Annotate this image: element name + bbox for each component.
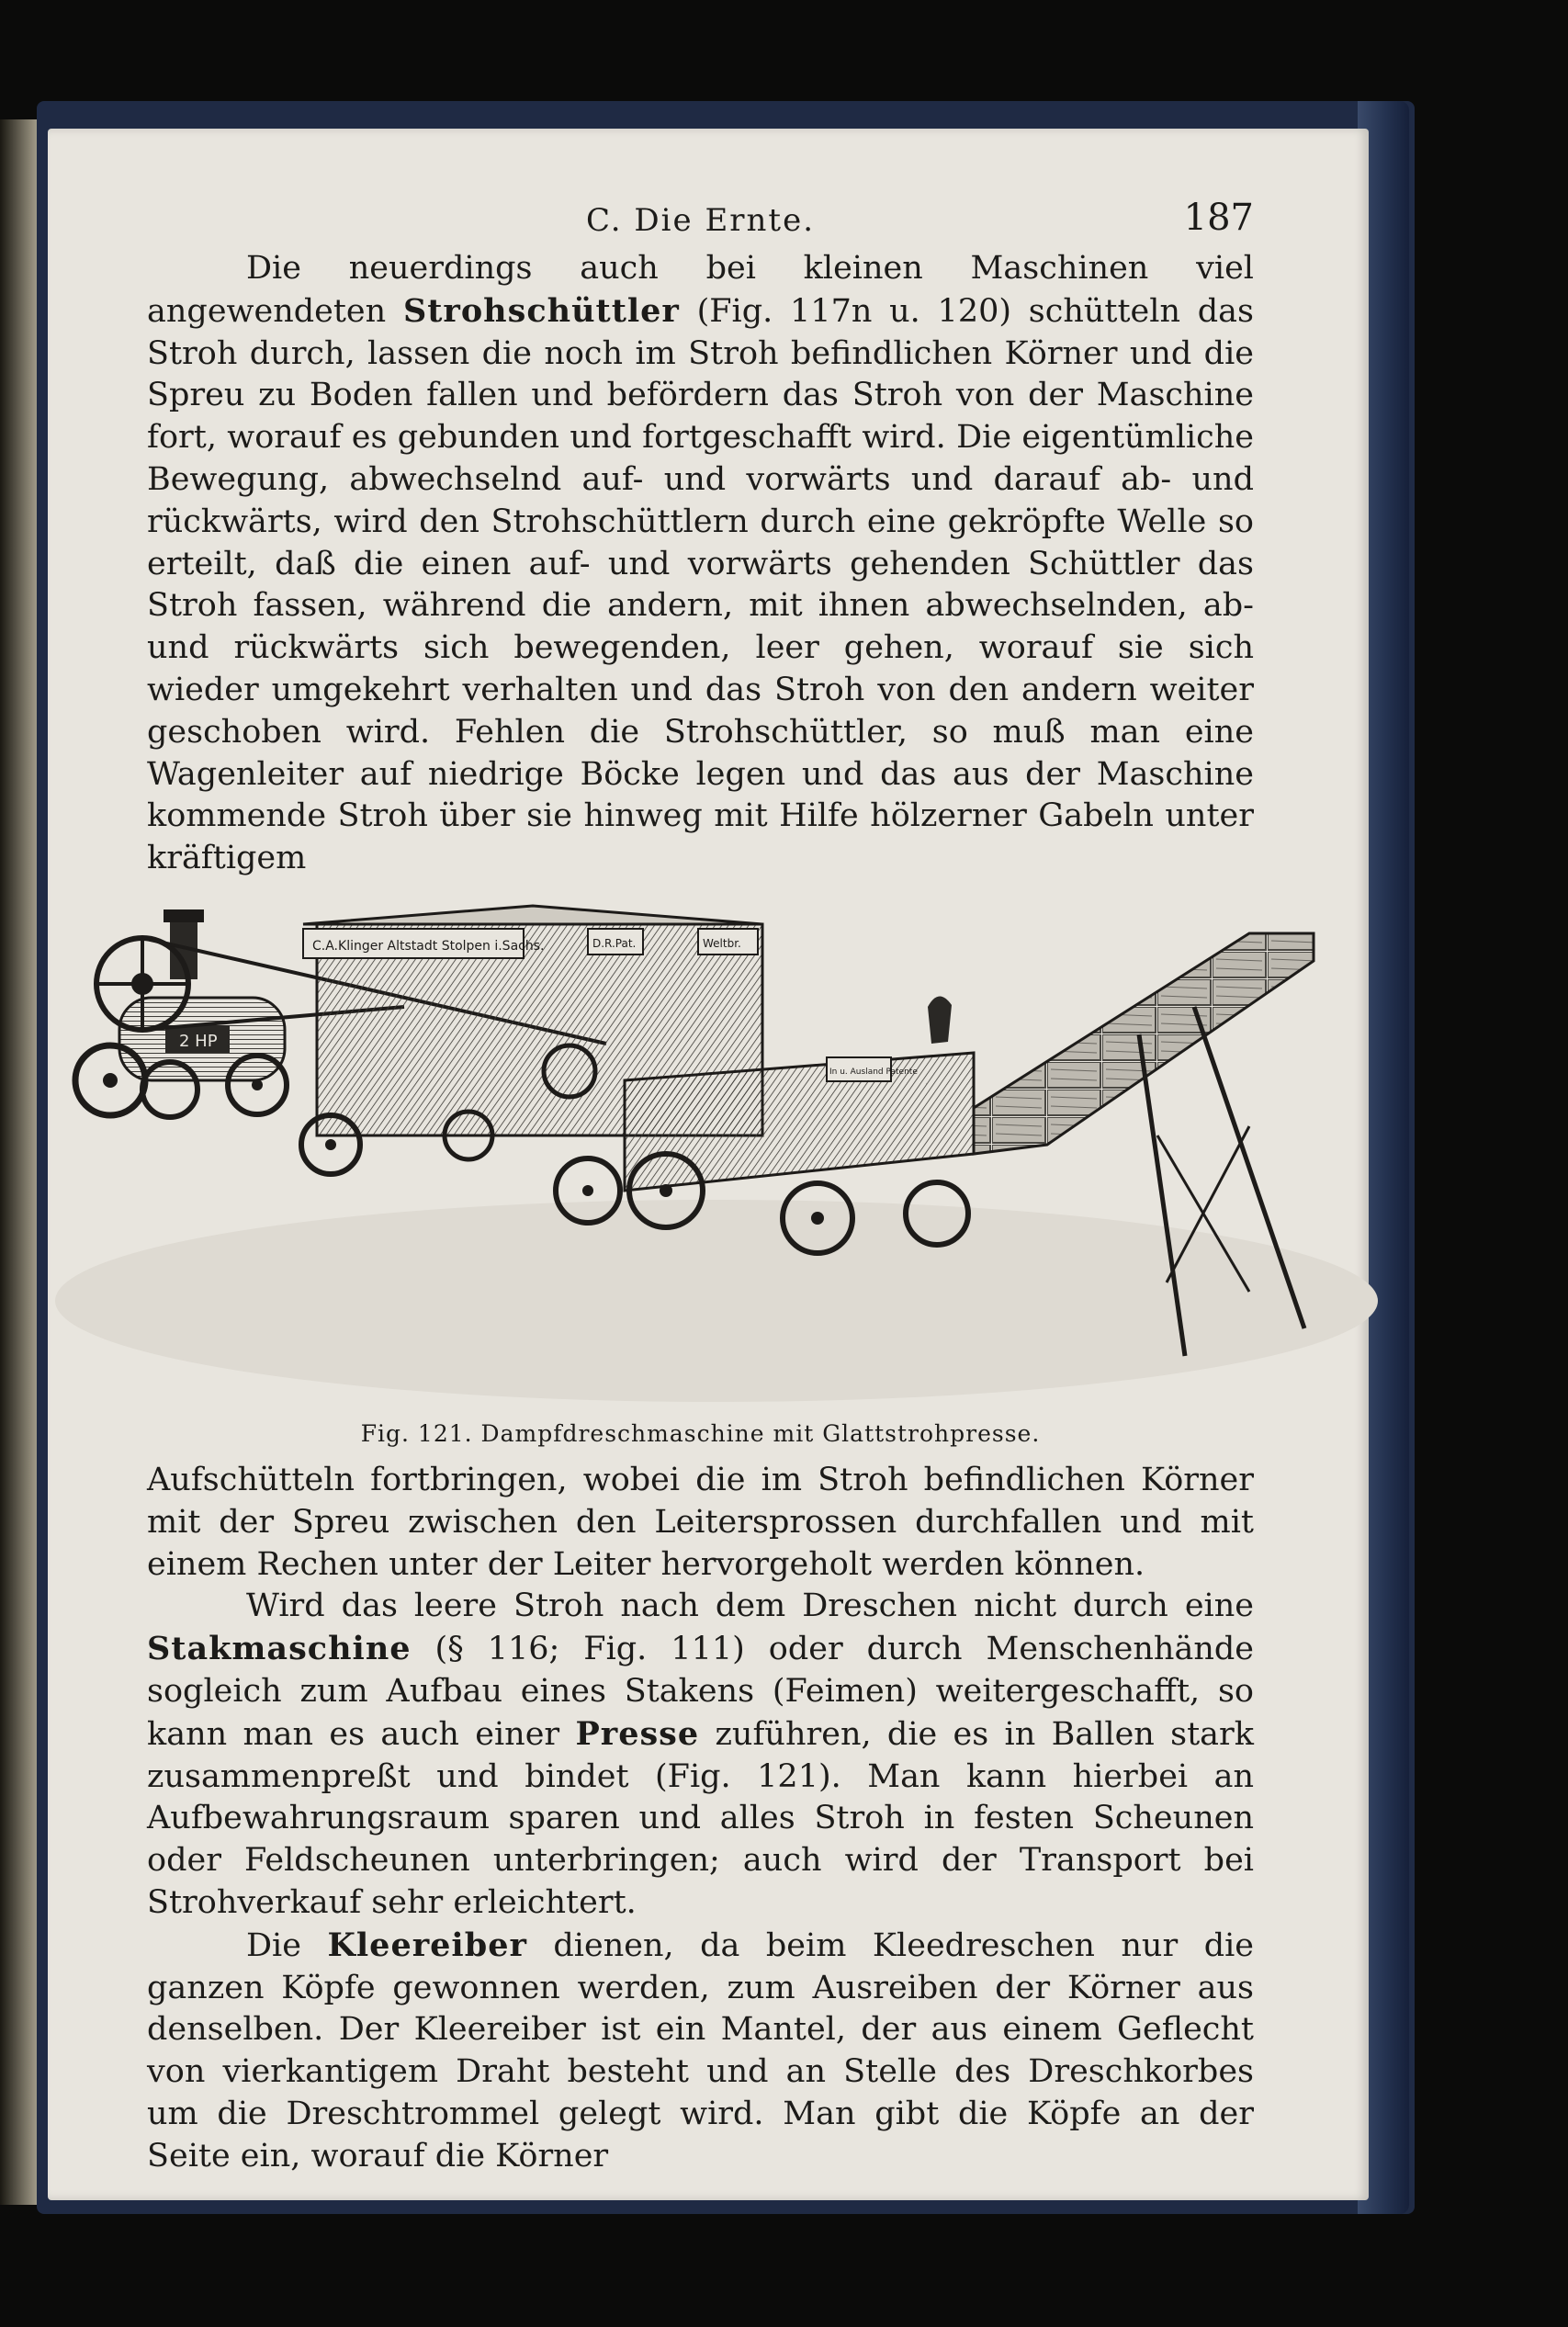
page-content: [147, 193, 1254, 2178]
running-head-title: C. Die Ernte.: [585, 202, 816, 239]
paragraph-presse: [147, 1586, 1254, 1924]
ground-shading: [55, 1200, 1378, 1402]
paragraph-text: (Fig. 117n u. 120) schütteln das Stroh durch, lassen die noch im Stroh befindlichen Körner und die Spreu zu Boden fallen und befördern das Stroh von der Maschine fort, worauf es gebunden und fortgeschafft wird. Die eigentümliche Bewegung, abwechselnd auf- und vorwärts und darauf ab- und rückwärts, wird den Strohschüttlern durch eine gekröpfte Welle so erteilt, daß die einen auf- und vorwärts gehenden Schüttler das Stroh fassen, während die andern, mit ihnen abwechselnden, ab- und rückwärts sich bewegenden, leer gehen, worauf sie sich wieder umgekehrt verhalten und das Stroh von den andern weiter geschoben wird. Fehlen die Strohschüttler, so muß man eine Wagenleiter auf niedrige Böcke legen und das aus der Maschine kommende Stroh über sie hinweg mit Hilfe hölzerner Gabeln unter kräftigem: [147, 292, 1254, 877]
paragraph-text: Die: [246, 1926, 328, 1964]
paragraph-continuation: [147, 1460, 1254, 1586]
paragraph-text: zuführen, die es in Ballen stark zusammenpreßt und bindet (Fig. 121). Man kann hierbei an Aufbewahrungsraum sparen und alles Stroh in festen Scheunen oder Feldscheunen unterbringen; auch wird der Transport bei Strohverkauf sehr erleichtert.: [147, 1715, 1254, 1921]
bold-term-presse: Presse: [575, 1714, 700, 1753]
side-label: In u. Ausland Patente: [829, 1067, 918, 1077]
running-head: [147, 193, 1254, 248]
paragraph-strohschuettler: [147, 248, 1254, 880]
paragraph-text: dienen, da beim Kleedreschen nur die ganzen Köpfe gewonnen werden, zum Ausreiben der Körner aus denselben. Der Kleereiber ist ein Mantel, der aus einem Geflecht von vierkantigem Draht besteht und an Stelle des Dreschkorbes um die Dreschtrommel gelegt wird. Man gibt die Köpfe an der Seite ein, worauf die Körner: [147, 1926, 1255, 2175]
figure-threshing-machine: [55, 897, 1378, 1420]
bold-term-kleereiber: Kleereiber: [327, 1926, 527, 1964]
bold-term-stakmaschine: Stakmaschine: [147, 1630, 412, 1668]
engine-label: 2 HP: [179, 1031, 218, 1051]
threshing-machine-illustration: [55, 897, 1378, 1420]
paragraph-text: (§ 116; Fig. 111) oder durch Menschenhände sogleich zum Aufbau eines Stakens (Feimen) weitergeschafft, so kann man es auch einer: [147, 1631, 1254, 1753]
page-number: 187: [1183, 197, 1254, 239]
steam-engine: [75, 909, 287, 1117]
figure-caption: Fig. 121. Dampfdreschmaschine mit Glattstrohpresse.: [360, 1419, 1041, 1447]
machine-label: C.A.Klinger Altstadt Stolpen i.Sachs.: [312, 938, 545, 954]
plate-label-1: D.R.Pat.: [592, 936, 637, 950]
paragraph-text: Aufschütteln fortbringen, wobei die im Stroh befindlichen Körner mit der Spreu zwischen den Leitersprossen durchfallen und mit einem Rechen unter der Leiter hervorgeholt werden können.: [147, 1461, 1254, 1583]
paragraph-kleereiber: [147, 1925, 1254, 2178]
bold-term-strohschuettler: Strohschüttler: [402, 291, 680, 330]
paragraph-text: Die neuerdings auch bei kleinen Maschinen viel angewendeten: [147, 250, 1254, 330]
plate-label-2: Weltbr.: [703, 936, 741, 950]
paragraph-text: Wird das leere Stroh nach dem Dreschen nicht durch eine: [246, 1587, 1254, 1625]
